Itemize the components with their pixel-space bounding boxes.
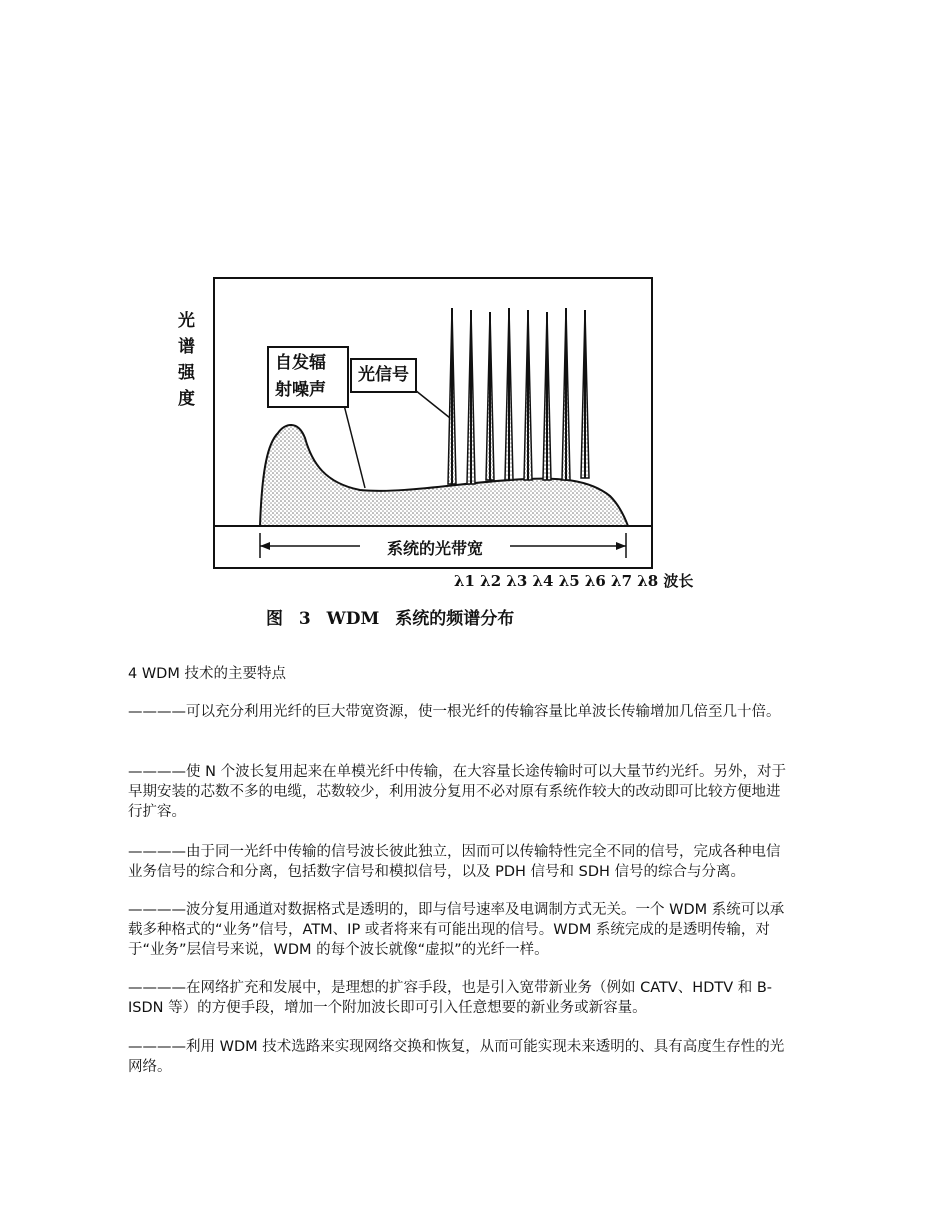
y-axis-label: 光谱强度 (178, 311, 195, 409)
arrowhead-right (616, 542, 626, 550)
ase-noise-box: 自发辐 射噪声 (267, 346, 349, 408)
feature-paragraph-6: ————利用 WDM 技术选路来实现网络交换和恢复，从而可能实现未来透明的、具有高度生存性的光网络。 (128, 1039, 785, 1075)
feature-paragraph-4: ————波分复用通道对数据格式是透明的，即与信号速率及电调制方式无关。一个 WDM 系统可以承载多种格式的“业务”信号，ATM、IP 或者将来有可能出现的信号。WDM 系统完成的是透明传输，对于“业务”层信号来说，WDM 的每个波长就像“虚拟”的光纤一样。 (128, 902, 785, 958)
bandwidth-label: 系统的光带宽 (360, 536, 510, 559)
figure-caption: 图 3 WDM 系统的频谱分布 (266, 609, 515, 629)
optical-signal-box: 光信号 (350, 358, 417, 393)
wdm-spectrum-figure (160, 268, 694, 633)
noise-pointer (343, 401, 365, 488)
feature-paragraph-3: ————由于同一光纤中传输的信号波长彼此独立，因而可以传输特性完全不同的信号，完成各种电信业务信号的综合和分离，包括数字信号和模拟信号，以及 PDH 信号和 SDH 信号的综合与分离。 (128, 844, 781, 880)
ase-noise-envelope (260, 425, 628, 526)
arrowhead-left (260, 542, 270, 550)
feature-paragraph-5: ————在网络扩充和发展中，是理想的扩容手段，也是引入宽带新业务（例如 CATV、HDTV 和 B-ISDN 等）的方便手段，增加一个附加波长即可引入任意想要的新业务或新容量。 (128, 980, 773, 1016)
signal-channels (448, 308, 589, 484)
feature-paragraph-1: ————可以充分利用光纤的巨大带宽资源，使一根光纤的传输容量比单波长传输增加几倍至几十倍。 (128, 704, 781, 720)
feature-paragraph-2: ————使 N 个波长复用起来在单模光纤中传输，在大容量长途传输时可以大量节约光纤。另外，对于早期安装的芯数不多的电缆，芯数较少，利用波分复用不必对原有系统作较大的改动即可比较方便地进行扩容。 (128, 764, 787, 820)
wavelength-axis-label: λ1 λ2 λ3 λ4 λ5 λ6 λ7 λ8 波长 (454, 572, 694, 590)
section-heading: 4 WDM 技术的主要特点 (128, 666, 286, 682)
